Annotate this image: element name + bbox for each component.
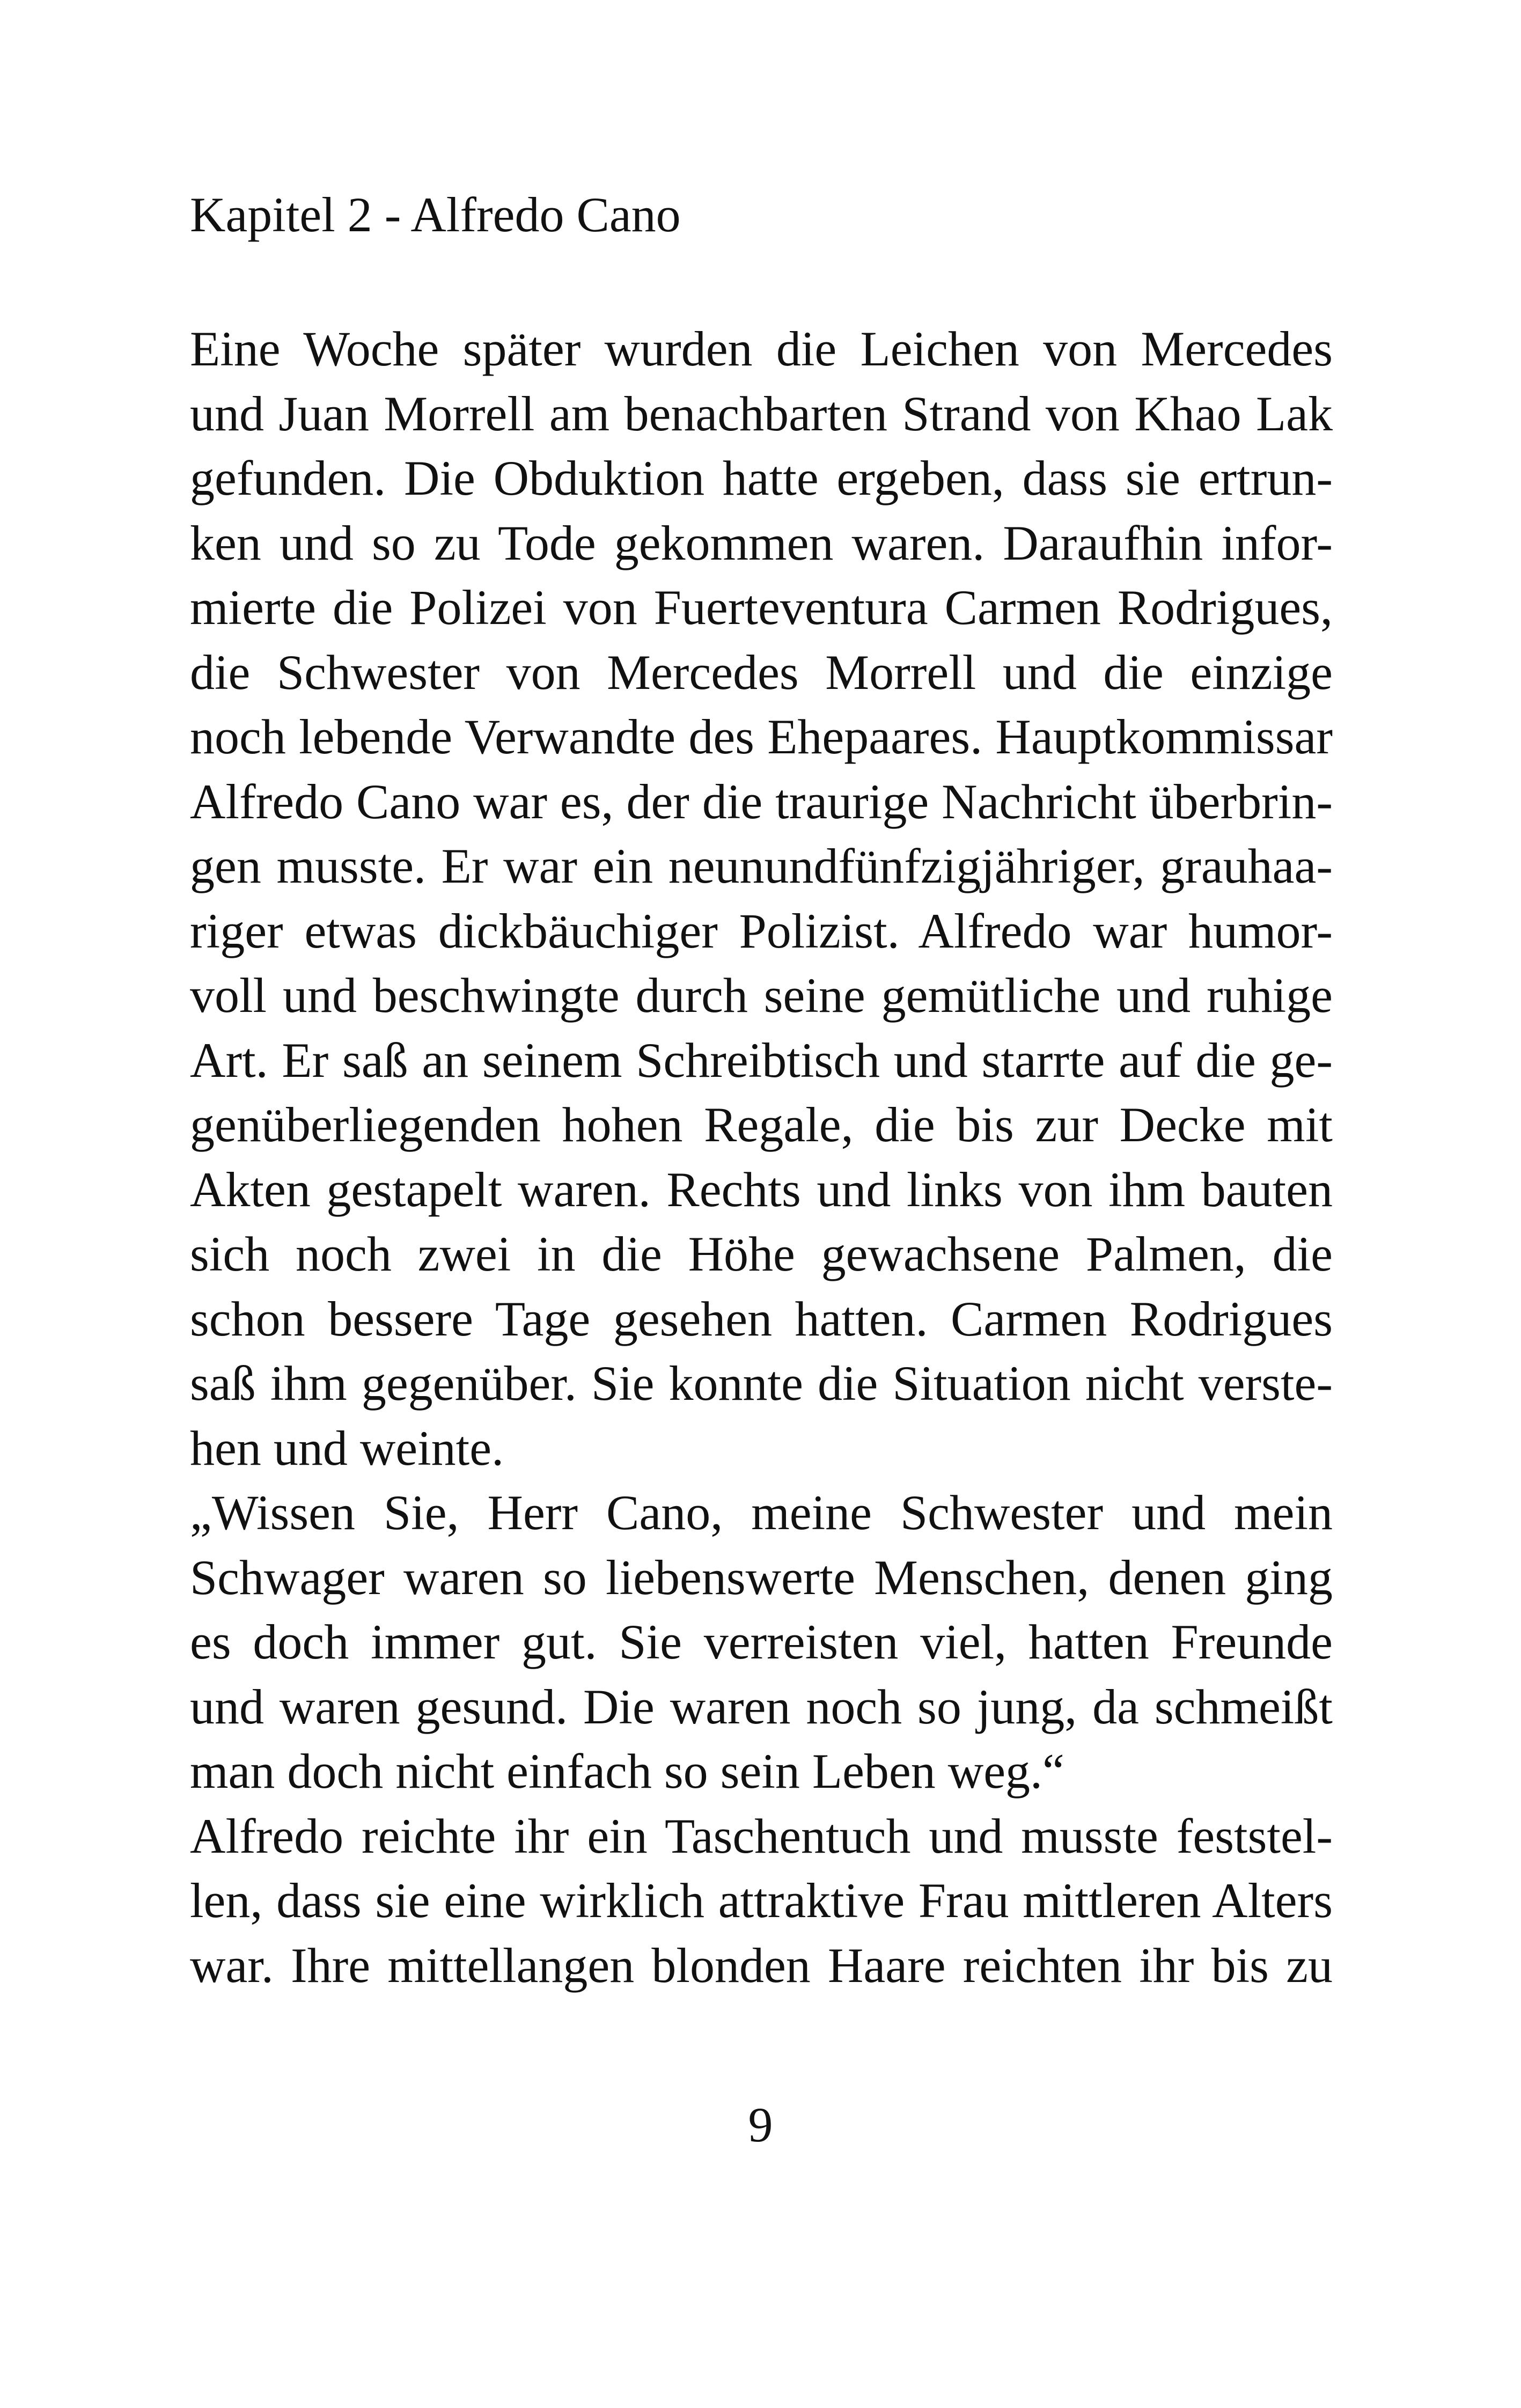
text-line: riger etwas dickbäuchiger Polizist. Alfredo war humor- xyxy=(190,903,1333,958)
text-line: Akten gestapelt waren. Rechts und links von ihm bauten xyxy=(190,1162,1333,1217)
paragraph-last-line: hen und weinte. xyxy=(190,1420,504,1475)
text-line: mierte die Polizei von Fuerteventura Carmen Rodrigues, xyxy=(190,580,1333,635)
text-line: schon bessere Tage gesehen hatten. Carmen Rodrigues xyxy=(190,1291,1333,1346)
text-line: len, dass sie eine wirklich attraktive Frau mittleren Alters xyxy=(190,1873,1333,1928)
text-line: ken und so zu Tode gekommen waren. Daraufhin infor- xyxy=(190,515,1333,570)
text-line: Alfredo Cano war es, der die traurige Nachricht überbrin- xyxy=(190,774,1333,829)
text-line: Schwager waren so liebenswerte Menschen, denen ging xyxy=(190,1550,1333,1605)
text-line: voll und beschwingte durch seine gemütliche und ruhige xyxy=(190,968,1333,1023)
text-line: gefunden. Die Obduktion hatte ergeben, dass sie ertrun- xyxy=(190,451,1333,505)
text-line: Art. Er saß an seinem Schreibtisch und starrte auf die ge- xyxy=(190,1032,1333,1088)
text-line: gen musste. Er war ein neunundfünfzigjähriger, grauhaa- xyxy=(190,839,1333,893)
text-line: war. Ihre mittellangen blonden Haare reichten ihr bis zu xyxy=(190,1937,1333,1993)
chapter-body xyxy=(190,317,1333,1998)
text-line: es doch immer gut. Sie verreisten viel, hatten Freunde xyxy=(190,1614,1333,1669)
paragraph-last-line: man doch nicht einfach so sein Leben weg.“ xyxy=(190,1744,1064,1798)
text-line: sich noch zwei in die Höhe gewachsene Palmen, die xyxy=(190,1227,1333,1281)
text-line: noch lebende Verwandte des Ehepaares. Hauptkommissar xyxy=(190,709,1333,764)
text-line: Alfredo reichte ihr ein Taschentuch und musste feststel- xyxy=(190,1808,1333,1863)
text-line: die Schwester von Mercedes Morrell und die einzige xyxy=(190,644,1333,700)
text-line: genüberliegenden hohen Regale, die bis zur Decke mit xyxy=(190,1097,1333,1152)
chapter-title: Kapitel 2 - Alfredo Cano xyxy=(190,187,681,242)
text-line: Eine Woche später wurden die Leichen von Mercedes xyxy=(190,321,1333,376)
text-line: saß ihm gegenüber. Sie konnte die Situation nicht verste- xyxy=(190,1356,1333,1411)
page-number: 9 xyxy=(748,2097,773,2152)
text-line: „Wissen Sie, Herr Cano, meine Schwester und mein xyxy=(190,1485,1333,1540)
text-line: und Juan Morrell am benachbarten Strand von Khao Lak xyxy=(190,386,1333,441)
text-line: und waren gesund. Die waren noch so jung, da schmeißt xyxy=(190,1679,1333,1734)
